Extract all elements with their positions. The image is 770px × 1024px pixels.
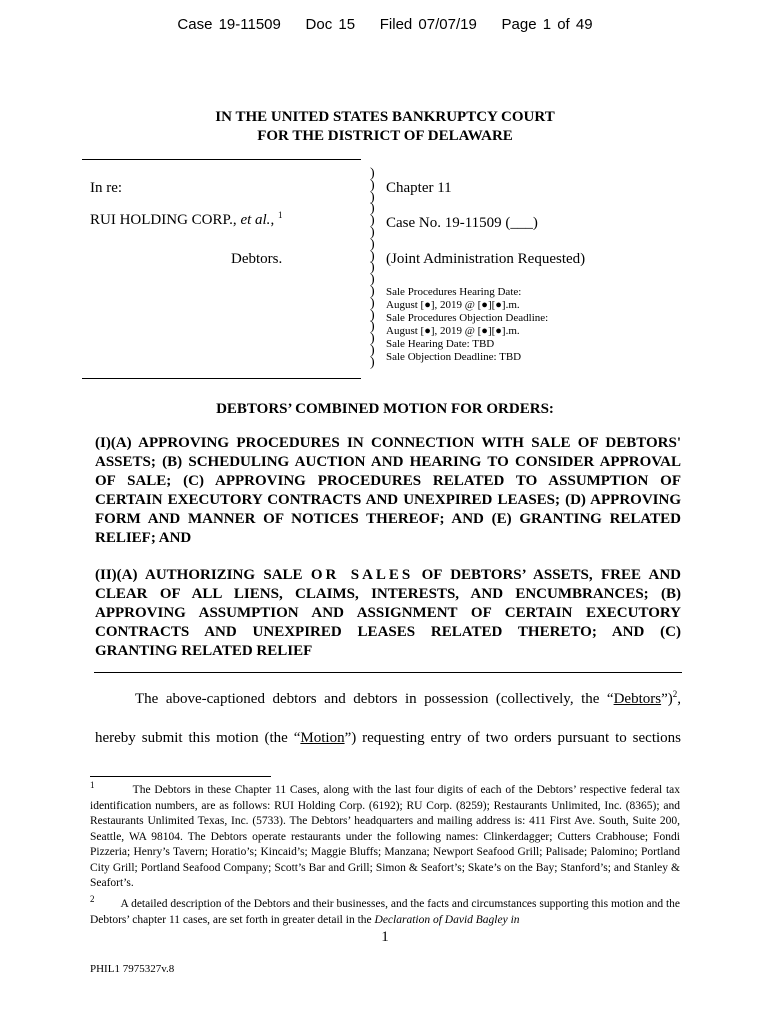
in-re-label: In re: (90, 180, 123, 196)
debtors-label: Debtors. (231, 251, 283, 267)
body-text: hereby submit this motion (the “ (95, 730, 301, 746)
page-number: 1 (381, 929, 389, 945)
filed-date: Filed 07/07/19 (379, 16, 477, 33)
title-divider-rule (94, 672, 682, 673)
body-text: ”) requesting entry of two orders pursuant to sections (344, 730, 681, 746)
defined-term-debtors: Debtors (613, 691, 662, 707)
relief-2-text-b: OF DEBTORS’ ASSETS, FREE AND CLEAR OF ALL LIENS, CLAIMS, INTERESTS, AND ENCUMBRANCES; (B) APPROVING ASSUMPTION AND ASSIGNMENT OF CERTAIN EXECUTORY CONTRACTS AND UNEXPIRED LEASES RELATED THERETO; AND (C) GRANTING RELATED RELIEF (95, 567, 681, 659)
body-line-1 (95, 691, 681, 708)
date-line: Sale Procedures Objection Deadline: (386, 312, 549, 324)
joint-admin-label: (Joint Administration Requested) (386, 251, 586, 267)
footnote-1-number: 1 (90, 780, 95, 791)
footnote-rule (90, 776, 271, 777)
court-name-line2: FOR THE DISTRICT OF DELAWARE (257, 128, 513, 144)
caption-parentheses: ) ) ) ) ) ) ) ) ) ) ) ) ) ) ) ) ) (370, 166, 375, 370)
case-number: Case 19-11509 (177, 16, 281, 33)
footnote-2-text: A detailed description of the Debtors and their businesses, and the facts and circumstances supporting this motion and the Debtors’ chapter 11 cases, are set forth in greater detail in the (90, 898, 681, 926)
et-al: et al. (240, 212, 271, 228)
footnote-ref-1: 1 (277, 210, 283, 220)
debtor-name (90, 212, 282, 229)
case-no-label: Case No. 19-11509 (___) (386, 215, 538, 231)
relief-2-text-a: (II)(A) AUTHORIZING SALE (95, 567, 311, 583)
date-line: Sale Objection Deadline: TBD (386, 351, 522, 363)
relief-part-2 (95, 566, 681, 661)
relief-2-spaced: OR SALES (310, 567, 414, 583)
footnote-ref-2: 2 (672, 689, 678, 699)
date-line: August [●], 2019 @ [●][●].m. (386, 299, 520, 311)
body-text: , (677, 691, 681, 707)
date-line: Sale Procedures Hearing Date: (386, 286, 522, 298)
body-line-2 (95, 730, 681, 747)
body-text: ”) (661, 691, 673, 707)
caption-bottom-rule (82, 378, 361, 379)
debtor-name-text: RUI HOLDING CORP., (90, 212, 237, 228)
footnote-2-number: 2 (90, 894, 95, 905)
et-al-comma: , (270, 212, 275, 228)
chapter-label: Chapter 11 (386, 180, 452, 196)
motion-title: DEBTORS’ COMBINED MOTION FOR ORDERS: (216, 401, 554, 417)
footnote-1 (90, 780, 681, 892)
document-id: PHIL1 7975327v.8 (90, 963, 175, 975)
footnote-2 (90, 894, 681, 928)
caption-top-rule (82, 159, 361, 160)
date-line: August [●], 2019 @ [●][●].m. (386, 325, 520, 337)
filing-header (0, 16, 770, 33)
page-count: Page 1 of 49 (501, 16, 593, 33)
hearing-dates (386, 286, 548, 364)
footnote-2-italic: Declaration of David Bagley in (374, 913, 520, 926)
footnote-1-text: The Debtors in these Chapter 11 Cases, along with the last four digits of each of the Debtors’ respective federal tax identification numbers, are as follows: RUI Holding Corp. (6192); RU Corp. (8259); Restaurants Unlimited, Inc. (8365); and Restaurants Unlimited Texas, Inc. (5733). The Debtors’ headquarters and mailing address is: 411 First Ave. South, Suite 200, Seattle, WA 98104. The Debtors operate restaurants under the following names: Clinkerdagger; Cutters Crabhouse; Fondi Pizzeria; Henry’s Tavern; Horatio’s; Kincaid’s; Maggie Bluffs; Manzana; Newport Seafood Grill; Palisade; Palomino; Portland City Grill; Portland Seafood Company; Scott’s Bar and Grill; Simon & Seafort’s; Skate’s on the Bay; Stanford’s; and Stanley & Seafort’s. (90, 784, 681, 889)
relief-part-1: (I)(A) APPROVING PROCEDURES IN CONNECTION WITH SALE OF DEBTORS' ASSETS; (B) SCHEDULING AUCTION AND HEARING TO CONSIDER APPROVAL OF SALE; (C) APPROVING PROCEDURES RELATED TO ASSUMPTION OF CERTAIN EXECUTORY CONTRACTS AND UNEXPIRED LEASES; (D) APPROVING FORM AND MANNER OF NOTICES THEREOF; AND (E) GRANTING RELATED RELIEF; AND (95, 435, 681, 546)
court-name-line1: IN THE UNITED STATES BANKRUPTCY COURT (215, 109, 555, 125)
body-text: The above-captioned debtors and debtors in possession (collectively, the “ (135, 691, 614, 707)
defined-term-motion: Motion (300, 730, 345, 746)
date-line: Sale Hearing Date: TBD (386, 338, 495, 350)
doc-number: Doc 15 (305, 16, 356, 33)
